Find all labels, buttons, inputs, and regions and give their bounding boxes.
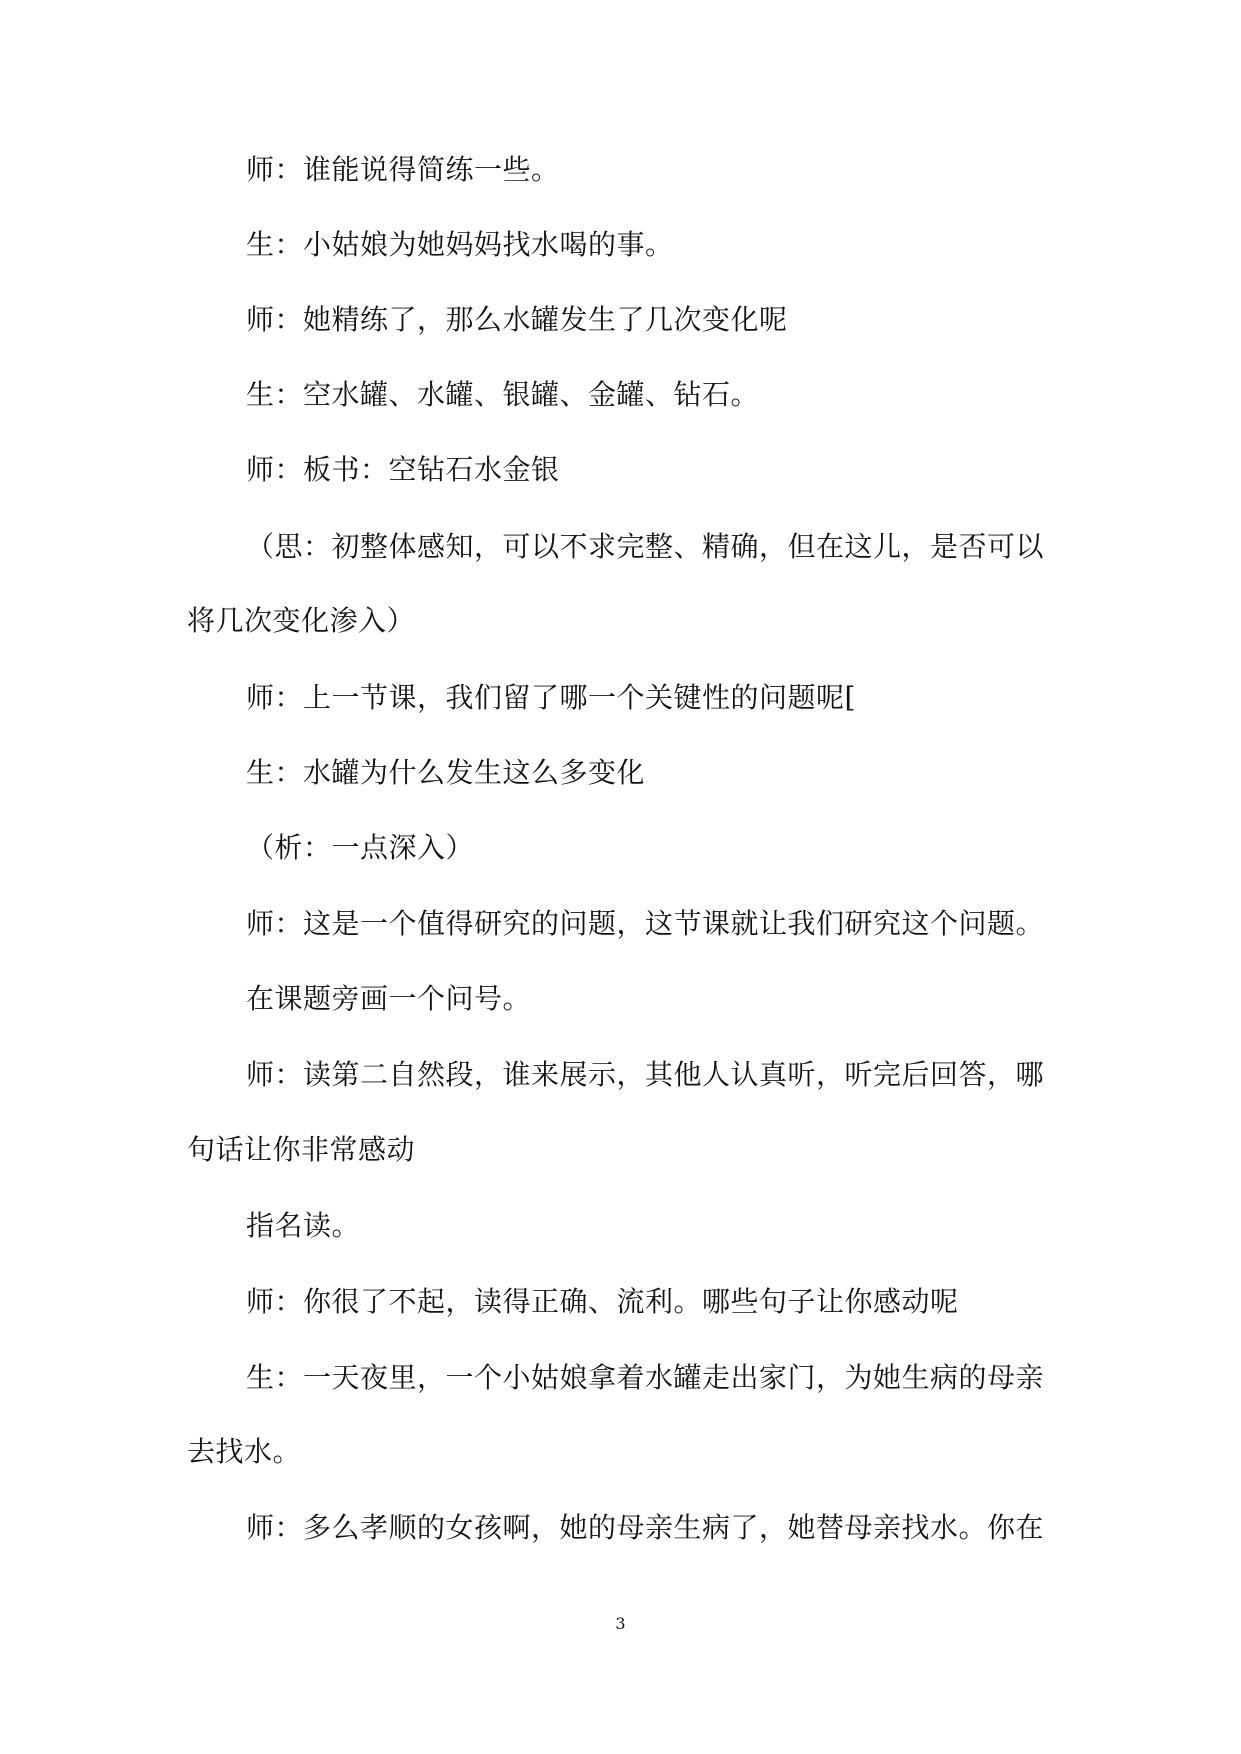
paragraph-line: （析：一点深入） bbox=[246, 831, 475, 864]
paragraph-line: 师：多么孝顺的女孩啊，她的母亲生病了，她替母亲找水。你在 bbox=[246, 1511, 1045, 1544]
paragraph-line: 在课题旁画一个问号。 bbox=[246, 982, 532, 1015]
paragraph-line: 师：她精练了，那么水罐发生了几次变化呢 bbox=[246, 303, 788, 336]
paragraph-line: 师：你很了不起，读得正确、流利。哪些句子让你感动呢 bbox=[246, 1285, 959, 1318]
paragraph-line: 师：这是一个值得研究的问题，这节课就让我们研究这个问题。 bbox=[246, 907, 1045, 940]
paragraph-line: 去找水。 bbox=[187, 1435, 302, 1468]
paragraph-line: 句话让你非常感动 bbox=[187, 1133, 416, 1166]
paragraph-line: 将几次变化渗入） bbox=[187, 604, 416, 637]
paragraph-line: 师：板书：空钻石水金银 bbox=[246, 453, 560, 486]
paragraph-line: 师：谁能说得简练一些。 bbox=[246, 153, 560, 186]
paragraph-line: 生：空水罐、水罐、银罐、金罐、钻石。 bbox=[246, 378, 760, 411]
paragraph-line: 生：小姑娘为她妈妈找水喝的事。 bbox=[246, 228, 674, 261]
paragraph-line: 生：一天夜里，一个小姑娘拿着水罐走出家门，为她生病的母亲 bbox=[246, 1361, 1045, 1394]
paragraph-line: （思：初整体感知，可以不求完整、精确，但在这儿，是否可以 bbox=[246, 530, 1045, 563]
page-number: 3 bbox=[615, 1614, 626, 1633]
paragraph-line: 指名读。 bbox=[246, 1209, 361, 1242]
paragraph-line: 师：上一节课，我们留了哪一个关键性的问题呢[ bbox=[246, 681, 856, 714]
paragraph-line: 生：水罐为什么发生这么多变化 bbox=[246, 756, 646, 789]
paragraph-line: 师：读第二自然段，谁来展示，其他人认真听，听完后回答，哪 bbox=[246, 1058, 1045, 1091]
